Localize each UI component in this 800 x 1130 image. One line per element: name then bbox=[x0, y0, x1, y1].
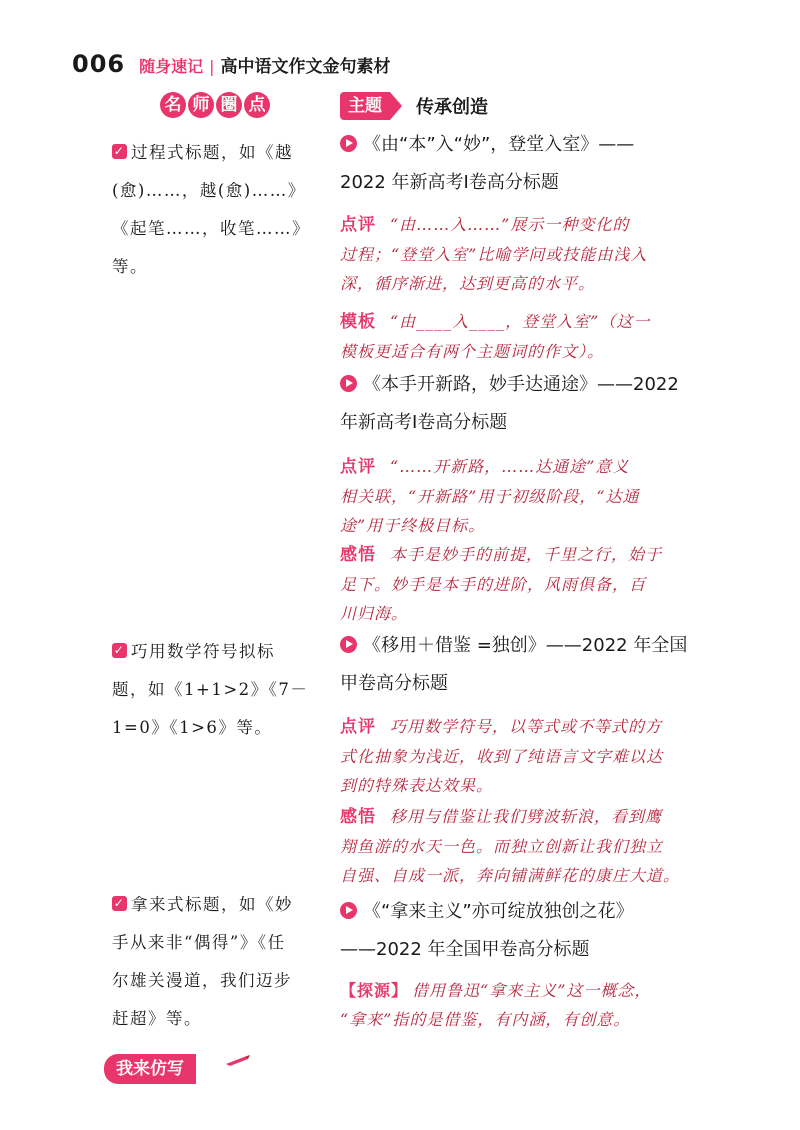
pencil-icon bbox=[224, 1054, 252, 1066]
comment-tag: 点评 bbox=[340, 215, 376, 235]
title-char: 名 bbox=[160, 92, 186, 118]
comment-tag: 点评 bbox=[340, 457, 376, 477]
tip-line: 拿来式标题，如《妙 bbox=[131, 895, 293, 914]
title-char: 圈 bbox=[216, 92, 242, 118]
check-icon: ✓ bbox=[113, 896, 126, 910]
entry-comment: 点评 “……开新路，……达通途”意义 相关联，“开新路”用于初级阶段，“达通 途”用于终极目标。 bbox=[340, 457, 640, 535]
tip-process-title bbox=[112, 134, 324, 286]
series-name: 随身速记 bbox=[139, 57, 204, 76]
entry-title: 《移用＋借鉴 =独创》——2022 年全国 甲卷高分标题 bbox=[340, 635, 688, 694]
tip-math-symbols bbox=[112, 633, 324, 747]
comment-tag: 【探源】 bbox=[340, 981, 409, 1000]
entry-comment: 点评 “由……入……”展示一种变化的 过程；“登堂入室”比喻学问或技能由浅入 深，循序渐进，达到更高的水平。 bbox=[340, 215, 648, 293]
theme-arrow-icon bbox=[390, 92, 402, 120]
comment-tag: 点评 bbox=[340, 717, 376, 737]
tip-line: 手从来非“偶得”》《任 bbox=[112, 933, 286, 952]
theme-text: 传承创造 bbox=[416, 97, 488, 118]
tip-line: 《起笔……，收笔……》等。 bbox=[112, 219, 310, 276]
entry-comment: 点评 巧用数学符号，以等式或不等式的方 式化抽象为浅近，收到了纯语言文字难以达 到的特殊表达效果。 bbox=[340, 717, 664, 795]
page-header bbox=[72, 50, 391, 76]
check-icon: ✓ bbox=[113, 643, 126, 657]
page-number: 006 bbox=[72, 50, 126, 78]
tip-line: 过程式标题，如《越 bbox=[131, 143, 293, 162]
comment-tag: 感悟 bbox=[340, 807, 376, 827]
comment-tag: 感悟 bbox=[340, 545, 376, 565]
play-icon bbox=[340, 902, 357, 919]
entry-template: 模板 “由____入____，登堂入室”（这一 模板更适合有两个主题词的作文）。 bbox=[340, 312, 651, 361]
entry-title: 《由“本”入“妙”，登堂入室》—— 2022 年新高考Ⅰ卷高分标题 bbox=[340, 134, 635, 193]
left-panel-title bbox=[160, 92, 270, 118]
book-title: 高中语文作文金句素材 bbox=[220, 57, 391, 77]
tip-line: 巧用数学符号拟标 bbox=[131, 642, 275, 661]
entry-title: 《“拿来主义”亦可绽放独创之花》 ——2022 年全国甲卷高分标题 bbox=[340, 901, 634, 960]
tip-line: 赶超》等。 bbox=[112, 1009, 202, 1028]
header-separator: | bbox=[209, 57, 215, 76]
entry-reflection: 感悟 移用与借鉴让我们劈波斩浪，看到鹰 翔鱼游的水天一色。而独立创新让我们独立 自强、自成一派，奔向铺满鲜花的康庄大道。 bbox=[340, 807, 681, 885]
check-icon: ✓ bbox=[113, 144, 126, 158]
play-icon bbox=[340, 636, 357, 653]
tip-line: (愈)……，越(愈)……》 bbox=[112, 181, 306, 200]
entry-reflection: 感悟 本手是妙手的前提，千里之行，始于 足下。妙手是本手的进阶，风雨俱备，百 川归海。 bbox=[340, 545, 663, 623]
tip-line: 题，如《1+1>2》《7－ bbox=[112, 680, 309, 699]
play-icon bbox=[340, 135, 357, 152]
comment-tag: 模板 bbox=[340, 312, 376, 332]
theme-label: 主题 bbox=[340, 92, 390, 120]
practice-section-label: 我来仿写 bbox=[104, 1054, 196, 1084]
theme-header bbox=[340, 92, 488, 120]
title-char: 点 bbox=[244, 92, 270, 118]
tip-line: 1=0》《1>6》等。 bbox=[112, 718, 273, 737]
play-icon bbox=[340, 375, 357, 392]
tip-line: 尔雄关漫道，我们迈步 bbox=[112, 971, 292, 990]
entry-origin: 【探源】 借用鲁迅“拿来主义”这一概念， “拿来”指的是借鉴，有内涵，有创意。 bbox=[340, 981, 652, 1029]
tip-borrowed-title bbox=[112, 886, 324, 1038]
entry-title: 《本手开新路，妙手达通途》——2022 年新高考Ⅰ卷高分标题 bbox=[340, 374, 679, 433]
title-char: 师 bbox=[188, 92, 214, 118]
